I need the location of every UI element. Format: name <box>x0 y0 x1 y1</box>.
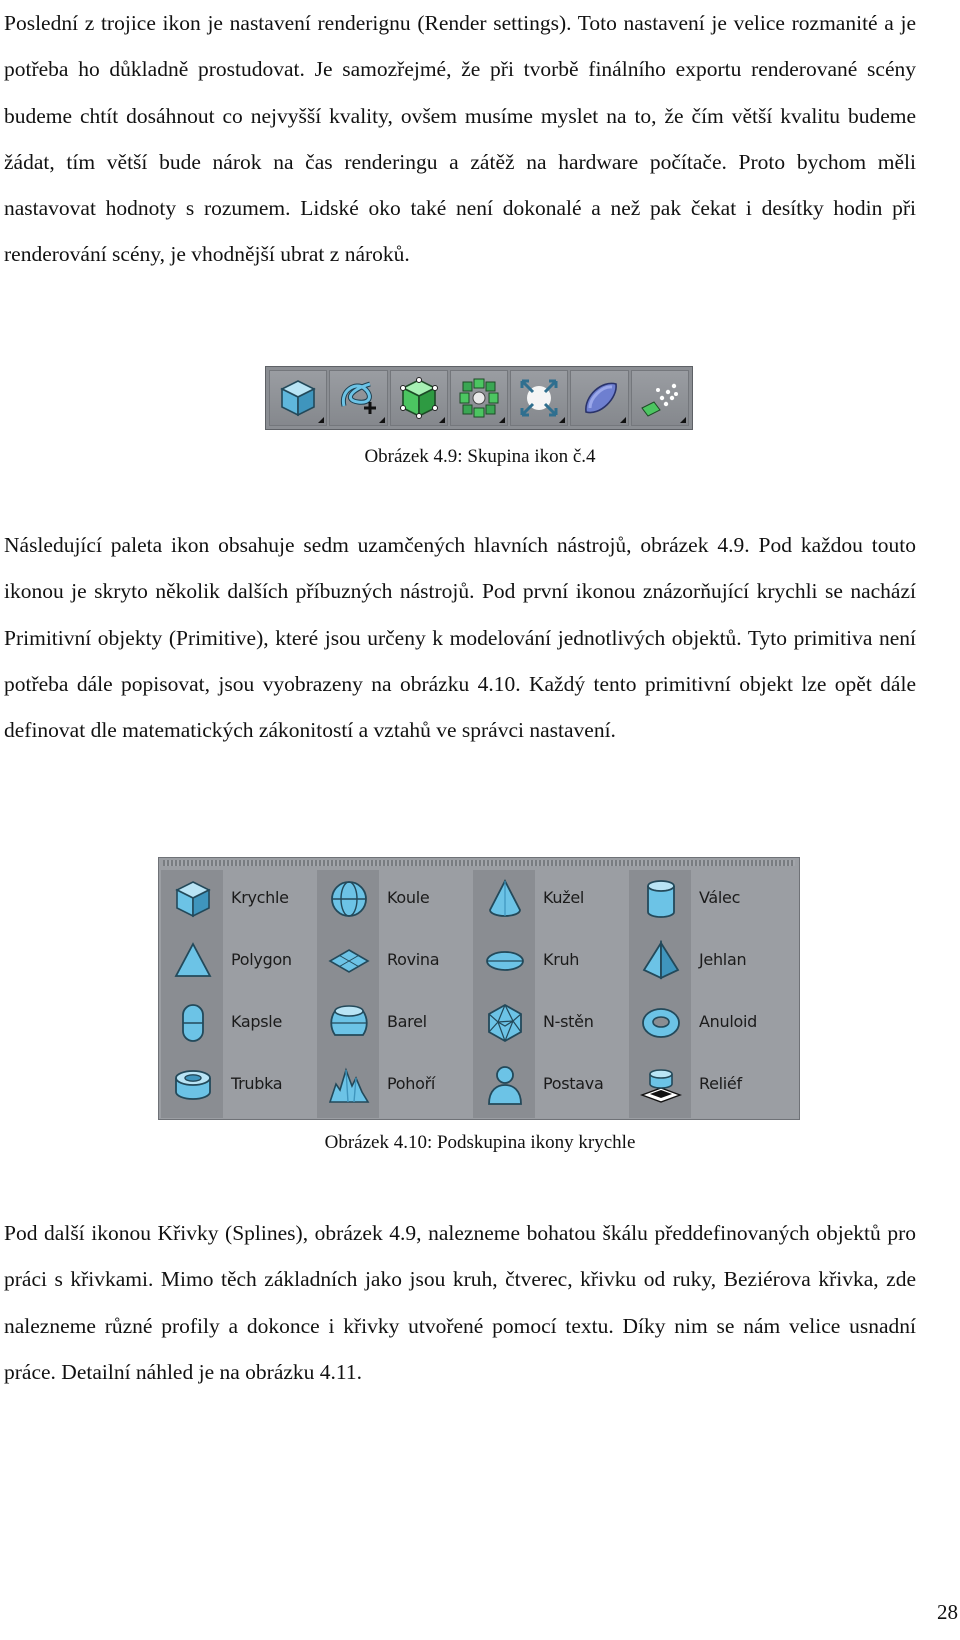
array-cluster-icon <box>457 376 501 420</box>
torus-icon <box>640 1002 682 1044</box>
paragraph-splines: Pod další ikonou Křivky (Splines), obrázek 4.9, nalezneme bohatou škálu předdefinovaných objektů pro práci s křivkami. Mimo těch základních jako jsou kruh, čtverec, křivku od ruky, Beziérova křivka, zde nalezneme různé profily a dokonce i křivky utvořené pomocí textu. Díky nim se nám velice usnadní práce. Detailní náhled je na obrázku 4.11. <box>4 1221 916 1384</box>
submenu-indicator-icon <box>499 417 505 423</box>
cylinder-icon <box>640 878 682 920</box>
toolbar-button-particles[interactable] <box>631 370 689 426</box>
palette-item-polygon[interactable]: Polygon <box>161 932 319 992</box>
palette-item-kruh[interactable]: Kruh <box>473 932 631 992</box>
tube-icon <box>172 1064 214 1106</box>
palette-item-barel[interactable]: Barel <box>317 994 475 1054</box>
palette-item-jehlan[interactable]: Jehlan <box>629 932 787 992</box>
toolbar-button-deformers[interactable] <box>510 370 568 426</box>
palette-item-kuzel[interactable]: Kužel <box>473 870 631 930</box>
figure-caption-4-9: Obrázek 4.9: Skupina ikon č.4 <box>364 446 596 467</box>
submenu-indicator-icon <box>439 417 445 423</box>
cube-icon <box>172 878 214 920</box>
palette-column <box>161 870 319 1118</box>
toolbar-button-modeling[interactable] <box>450 370 508 426</box>
pyramid-icon <box>640 940 682 982</box>
disc-icon <box>484 940 526 982</box>
capsule-icon <box>172 1002 214 1044</box>
icon-toolbar-group-4 <box>265 366 693 430</box>
palette-item-postava[interactable]: Postava <box>473 1056 631 1116</box>
barrel-icon <box>328 1002 370 1044</box>
palette-item-koule[interactable]: Koule <box>317 870 475 930</box>
landscape-icon <box>328 1064 370 1106</box>
triangle-icon <box>172 940 214 982</box>
palette-grip[interactable] <box>163 860 795 866</box>
relief-icon <box>640 1064 682 1106</box>
nurbs-cube-icon <box>397 376 441 420</box>
figure-icon <box>484 1064 526 1106</box>
submenu-indicator-icon <box>379 417 385 423</box>
sphere-icon <box>328 878 370 920</box>
toolbar-button-splines[interactable] <box>329 370 387 426</box>
deformer-arrows-icon <box>517 376 561 420</box>
palette-item-relief[interactable]: Reliéf <box>629 1056 787 1116</box>
palette-item-anuloid[interactable]: Anuloid <box>629 994 787 1054</box>
toolbar-button-primitive[interactable] <box>269 370 327 426</box>
palette-item-krychle[interactable]: Krychle <box>161 870 319 930</box>
palette-item-valec[interactable]: Válec <box>629 870 787 930</box>
palette-item-kapsle[interactable]: Kapsle <box>161 994 319 1054</box>
figure-caption-4-10: Obrázek 4.10: Podskupina ikony krychle <box>324 1132 636 1153</box>
palette-column <box>473 870 631 1118</box>
paragraph-icon-palette: Následující paleta ikon obsahuje sedm uzamčených hlavních nástrojů, obrázek 4.9. Pod každou touto ikonou je skryto několik dalších příbuzných nástrojů. Pod první ikonou znázorňující krychli se nachází Primitivní objekty (Primitive), které jsou určeny k modelování jednotlivých objektů. Tyto primitiva není potřeba dále popisovat, jsou vyobrazeny na obrázku 4.10. Každý tento primitivní objekt lze opět dále definovat dle matematických zákonitostí a vztahů ve správci nastavení. <box>4 533 916 743</box>
palette-column <box>317 870 475 1118</box>
submenu-indicator-icon <box>559 417 565 423</box>
submenu-indicator-icon <box>318 417 324 423</box>
cube-icon <box>276 376 320 420</box>
palette-item-pohori[interactable]: Pohoří <box>317 1056 475 1116</box>
palette-item-rovina[interactable]: Rovina <box>317 932 475 992</box>
palette-item-n-sten[interactable]: N-stěn <box>473 994 631 1054</box>
page-number: 28 <box>937 1600 958 1624</box>
toolbar-button-scene[interactable] <box>570 370 628 426</box>
submenu-indicator-icon <box>680 417 686 423</box>
spline-pen-icon <box>336 376 380 420</box>
primitive-palette <box>158 857 800 1120</box>
particles-icon <box>638 376 682 420</box>
scene-floor-icon <box>578 376 622 420</box>
polyhedron-icon <box>484 1002 526 1044</box>
cone-icon <box>484 878 526 920</box>
submenu-indicator-icon <box>620 417 626 423</box>
palette-item-trubka[interactable]: Trubka <box>161 1056 319 1116</box>
plane-icon <box>328 940 370 982</box>
palette-column <box>629 870 787 1118</box>
toolbar-button-nurbs[interactable] <box>390 370 448 426</box>
paragraph-render-settings: Poslední z trojice ikon je nastavení renderignu (Render settings). Toto nastavení je velice rozmanité a je potřeba ho důkladně prostudovat. Je samozřejmé, že při tvorbě finálního exportu renderované scény budeme chtít dosáhnout co nejvyšší kvality, ovšem musíme myslet na to, že čím větší kvalitu budeme žádat, tím větší bude nárok na čas renderingu a zátěž na hardware počítače. Proto bychom měli nastavovat hodnoty s rozumem. Lidské oko také není dokonalé a než pak čekat i desítky hodin při renderování scény, je vhodnější ubrat z nároků. <box>4 11 916 267</box>
